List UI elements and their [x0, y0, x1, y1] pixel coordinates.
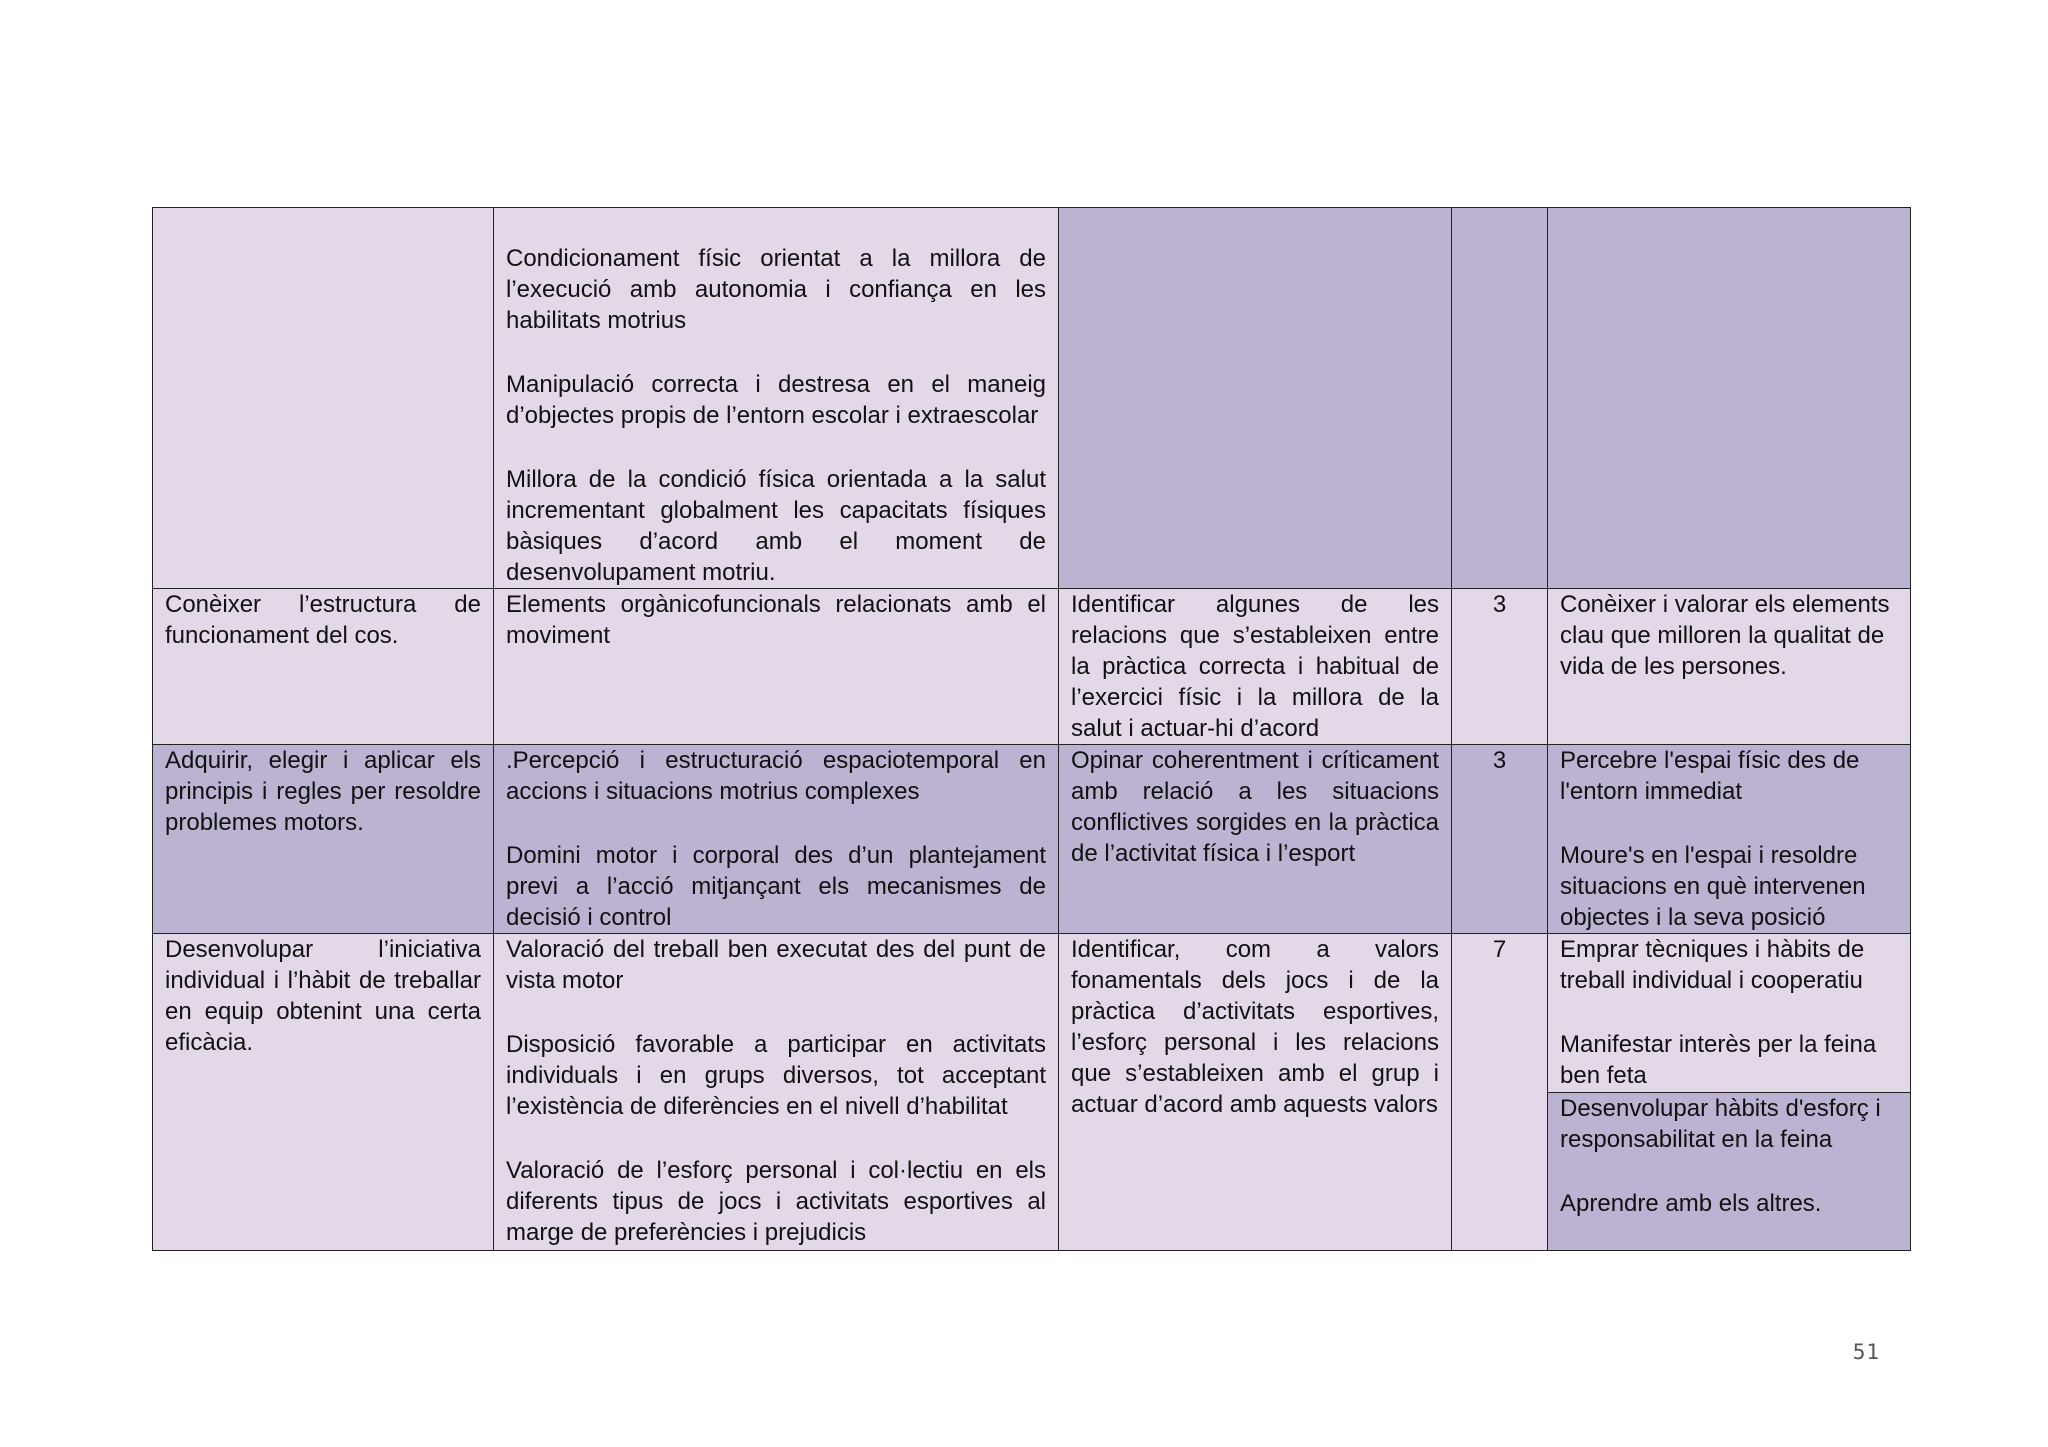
criterion-text: Identificar, com a valors fonamentals dels jocs i de la pràctica d’activitats esportives, l’esforç personal i les relacions que s’estableixen amb el grup i actuar d’acord amb aquests valors [1071, 936, 1439, 1118]
objective-cell [153, 589, 494, 745]
content-paragraph: Millora de la condició física orientada a la salut incrementant globalment les capacitats físiques bàsiques d’acord amb el moment de desenvolupament motriu. [506, 466, 1046, 586]
competence-text: Aprendre amb els altres. [1560, 1190, 1822, 1217]
content-paragraph: Manipulació correcta i destresa en el maneig d’objectes propis de l’entorn escolar i extraescolar [506, 371, 1046, 429]
content-paragraph: Disposició favorable a participar en activitats individuals i en grups diversos, tot acceptant l’existència de diferències en el nivell d’habilitat [506, 1031, 1046, 1120]
number-cell [1452, 589, 1548, 745]
content-paragraph: Valoració del treball ben executat des del punt de vista motor [506, 936, 1046, 994]
competence-text: Percebre l'espai físic des de l'entorn immediat [1560, 747, 1860, 805]
objective-cell [153, 934, 494, 1251]
criterion-cell [1059, 208, 1452, 589]
criterion-cell [1059, 745, 1452, 934]
contents-cell [494, 745, 1059, 934]
objective-text: Conèixer l’estructura de funcionament del cos. [165, 591, 481, 649]
content-paragraph: Elements orgànicofuncionals relacionats amb el moviment [506, 591, 1046, 649]
number-text: 7 [1492, 936, 1507, 963]
content-paragraph: Condicionament físic orientat a la millora de l’execució amb autonomia i confiança en les habilitats motrius [506, 245, 1046, 334]
number-cell [1452, 934, 1548, 1251]
number-text: 3 [1492, 747, 1507, 774]
objective-text: Adquirir, elegir i aplicar els principis i regles per resoldre problemes motors. [165, 747, 481, 836]
number-text: 3 [1492, 591, 1507, 618]
table-row [153, 208, 1911, 589]
objective-cell [153, 745, 494, 934]
curriculum-table [152, 207, 1911, 1251]
content-paragraph: Domini motor i corporal des d’un plantejament previ a l’acció mitjançant els mecanismes de decisió i control [506, 842, 1046, 931]
contents-cell [494, 208, 1059, 589]
content-paragraph: Valoració de l’esforç personal i col·lectiu en els diferents tipus de jocs i activitats esportives al marge de preferències i prejudicis [506, 1157, 1046, 1246]
competence-text: Emprar tècniques i hàbits de treball individual i cooperatiu [1560, 936, 1865, 994]
content-paragraph: .Percepció i estructuració espaciotemporal en accions i situacions motrius complexes [506, 747, 1046, 805]
criterion-cell [1059, 589, 1452, 745]
competence-text: Conèixer i valorar els elements clau que milloren la qualitat de vida de les persones. [1560, 591, 1890, 680]
table-row [153, 589, 1911, 745]
competence-cell [1548, 1093, 1911, 1251]
competence-text: Moure's en l'espai i resoldre situacions en què intervenen objectes i la seva posició [1560, 842, 1866, 931]
number-cell [1452, 745, 1548, 934]
table-row [153, 934, 1911, 1093]
competence-cell [1548, 208, 1911, 589]
table-row [153, 745, 1911, 934]
competence-text: Manifestar interès per la feina ben feta [1560, 1031, 1877, 1089]
number-cell [1452, 208, 1548, 589]
contents-cell [494, 589, 1059, 745]
objective-cell [153, 208, 494, 589]
criterion-text: Identificar algunes de les relacions que s’estableixen entre la pràctica correcta i habitual de l’exercici físic i la millora de la salut i actuar-hi d’acord [1071, 591, 1439, 742]
competence-cell [1548, 745, 1911, 934]
contents-cell [494, 934, 1059, 1251]
criterion-cell [1059, 934, 1452, 1251]
competence-cell [1548, 589, 1911, 745]
competence-text: Desenvolupar hàbits d'esforç i responsabilitat en la feina [1560, 1095, 1881, 1153]
criterion-text: Opinar coherentment i críticament amb relació a les situacions conflictives sorgides en la pràctica de l’activitat física i l’esport [1071, 747, 1439, 867]
competence-cell [1548, 934, 1911, 1093]
page-number: 51 [1852, 1340, 1880, 1364]
objective-text: Desenvolupar l’iniciativa individual i l’hàbit de treballar en equip obtenint una certa eficàcia. [165, 936, 481, 1056]
